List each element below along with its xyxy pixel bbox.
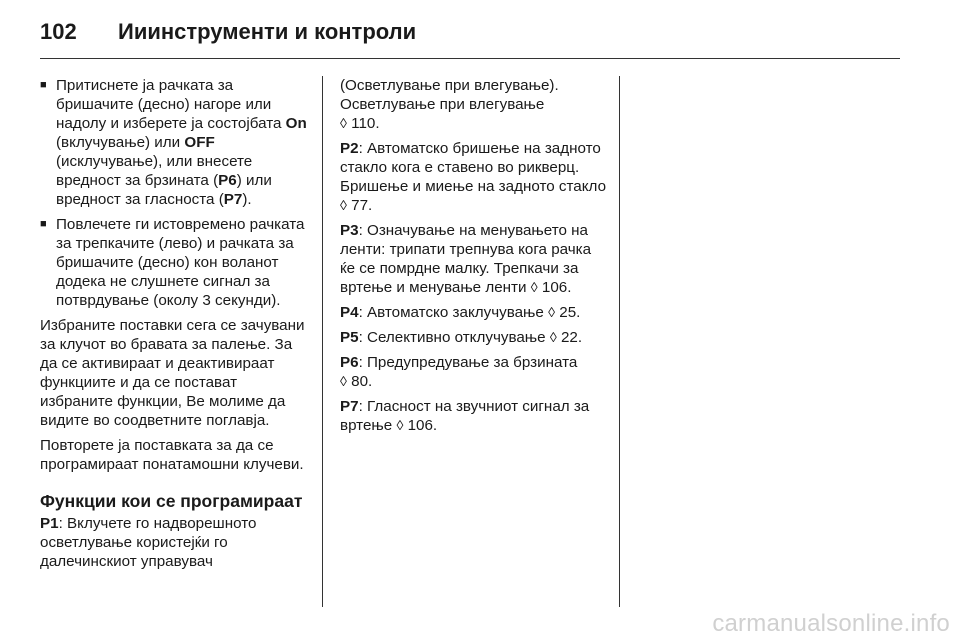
function-text: : Гласност на звучниот сигнал за вртење bbox=[340, 398, 590, 434]
bullet-text: Притиснете ја рачката за бришачите (десно) нагоре или надолу и изберете ја состојбата bbox=[56, 77, 286, 132]
function-item bbox=[340, 397, 606, 435]
function-item bbox=[340, 76, 606, 133]
page-reference[interactable]: 25. bbox=[559, 304, 581, 321]
paragraph: Повторете ја поставката за да се програмираат понатамошни клучеви. bbox=[40, 437, 304, 473]
bullet-text: ). bbox=[242, 191, 252, 208]
page-reference-icon[interactable]: ◊ bbox=[340, 373, 347, 389]
function-item bbox=[340, 353, 606, 391]
function-text: : Предупредување за брзината bbox=[358, 354, 578, 371]
function-code: P7 bbox=[340, 398, 359, 415]
state-on-label: On bbox=[285, 115, 307, 132]
page-number: 102 bbox=[40, 19, 77, 44]
function-code: P6 bbox=[218, 172, 237, 189]
page-reference-icon[interactable]: ◊ bbox=[396, 417, 404, 433]
page-reference[interactable]: 110. bbox=[351, 115, 380, 132]
function-text: : Автоматско бришење на задното стакло кога е ставено во рикверц. Бришење и миење на задното стакло bbox=[340, 140, 607, 195]
function-text: : Вклучете го надворешното осветлување користејќи го далечинскиот управувач bbox=[40, 515, 257, 570]
header-divider bbox=[40, 58, 900, 59]
bullet-text: (исклучување), или внесете вредност за брзината ( bbox=[56, 153, 253, 189]
function-text: (Осветлување при влегување). Осветлување при влегување bbox=[340, 77, 559, 113]
page-title: Ииинструменти и контроли bbox=[118, 19, 417, 44]
function-code: P4 bbox=[340, 304, 359, 321]
function-code: P2 bbox=[340, 140, 359, 157]
column-divider bbox=[619, 76, 620, 607]
function-code: P6 bbox=[340, 354, 359, 371]
paragraph: Избраните поставки сега се зачувани за клучот во бравата за палење. За да се активираат и деактивираат функциите и да се постават избраните функции, Ве молиме да видите во соодветните поглавја. bbox=[40, 317, 305, 429]
list-item bbox=[40, 76, 310, 209]
page-reference-icon[interactable]: ◊ bbox=[530, 279, 538, 295]
column-divider bbox=[322, 76, 323, 607]
page-reference[interactable]: 106. bbox=[407, 417, 438, 434]
page-reference-icon[interactable]: ◊ bbox=[340, 115, 347, 131]
function-item bbox=[340, 303, 606, 322]
page-reference-icon[interactable]: ◊ bbox=[340, 197, 347, 213]
function-item bbox=[340, 221, 606, 297]
watermark: carmanualsonline.info bbox=[712, 610, 950, 637]
page-reference-icon[interactable]: ◊ bbox=[549, 329, 557, 345]
function-item bbox=[340, 139, 606, 215]
state-off-label: OFF bbox=[184, 134, 215, 151]
function-item bbox=[340, 328, 606, 347]
bullet-square-icon: ■ bbox=[40, 218, 47, 230]
function-code: P1 bbox=[40, 515, 59, 532]
middle-column bbox=[340, 76, 606, 441]
function-text: : Селективно отклучување bbox=[358, 329, 546, 346]
function-text: : Означување на менувањето на ленти: трипати трепнува кога рачка ќе се помрдне малку. Трепкачи за вртење и менување ленти bbox=[340, 222, 592, 296]
bullet-square-icon: ■ bbox=[40, 79, 47, 91]
function-item bbox=[40, 514, 310, 571]
page-reference[interactable]: 77. bbox=[351, 197, 373, 214]
left-column bbox=[40, 76, 310, 577]
page-reference-icon[interactable]: ◊ bbox=[548, 304, 556, 320]
bullet-text: ) или вредност за гласноста ( bbox=[56, 172, 272, 208]
page-header bbox=[40, 14, 900, 50]
bullet-list bbox=[40, 76, 310, 310]
list-item bbox=[40, 215, 310, 310]
function-code: P5 bbox=[340, 329, 359, 346]
page-reference[interactable]: 106. bbox=[541, 279, 572, 296]
bullet-text: Повлечете ги истовремено рачката за трепкачите (лево) и рачката за бришачите (десно) кон воланот додека не слушнете сигнал за потврдување (околу 3 секунди). bbox=[56, 216, 305, 309]
page-reference[interactable]: 22. bbox=[560, 329, 583, 346]
bullet-text: (вклучување) или bbox=[56, 134, 185, 151]
function-code: P3 bbox=[340, 222, 359, 239]
function-code: P7 bbox=[223, 191, 243, 208]
section-heading: Функции кои се програмираат bbox=[40, 491, 303, 511]
page-reference[interactable]: 80. bbox=[351, 373, 373, 390]
function-text: : Автоматско заклучување bbox=[358, 304, 544, 321]
